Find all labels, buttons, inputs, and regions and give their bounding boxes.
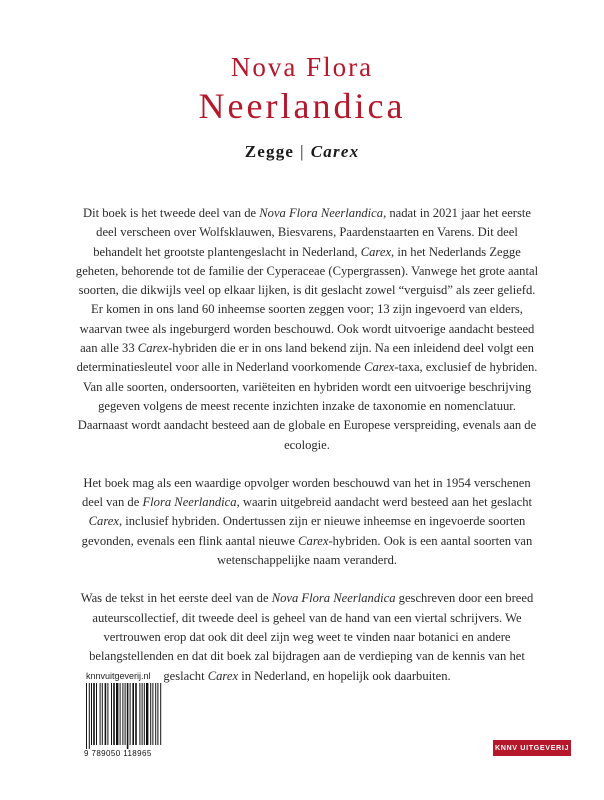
barcode-icon — [84, 683, 164, 749]
barcode-bar — [111, 683, 112, 745]
subtitle-dutch-name: Zegge — [244, 142, 295, 161]
barcode-bar — [89, 683, 90, 749]
italic-term: Nova Flora Neerlandica — [259, 206, 384, 220]
barcode-bar — [91, 683, 92, 745]
text-run: in Nederland, en hopelijk ook daarbuiten. — [238, 668, 451, 683]
barcode-bar — [139, 683, 140, 745]
text-run: geschreven door een breed auteurscollectief, dit tweede deel is geheel van de hand van een viertal schrijvers. We vertrouwen erop dat ook dit deel zijn weg weet te vinden naar botanici en andere belangstellenden en dat dit boek zal bijdragen aan de verdieping van de kennis van het geslacht — [89, 591, 534, 683]
italic-term: Carex — [207, 668, 239, 683]
italic-term: Carex — [137, 341, 169, 356]
text-run: Het boek mag als een waardige opvolger worden beschouwd van het in 1954 verschenen deel van de — [81, 475, 531, 510]
text-run: , inclusief hybriden. Ondertussen zijn er nieuwe inheemse en ingevoerde soorten gevonden, evenals een flink aantal nieuwe — [81, 514, 526, 548]
blurb-paragraph-1 — [72, 204, 542, 455]
barcode-bar — [144, 683, 145, 745]
publisher-logo: KNNV UITGEVERIJ — [493, 740, 571, 756]
text-run: -taxa, exclusief de hybriden. Van alle soorten, ondersoorten, variëteiten en hybriden wordt een uitvoerige beschrijving gegeven volgens de meest recente inzichten inzake de taxonomie en nomenclatuur. Daarnaast wordt aandacht besteed aan de globale en Europese verspreiding, evenals aan de ecologie. — [77, 360, 538, 452]
barcode-bar — [146, 683, 148, 745]
barcode-bar — [113, 683, 115, 745]
italic-term: Carex — [364, 360, 395, 375]
text-run: , waarin uitgebreid aandacht werd besteed aan het geslacht — [236, 495, 533, 510]
barcode-bar — [160, 683, 161, 745]
italic-term: Carex — [298, 533, 329, 548]
barcode-bar — [135, 683, 137, 745]
barcode-bar — [157, 683, 158, 745]
barcode-bar — [96, 683, 97, 745]
publisher-website: knnvuitgeverij.nl — [86, 671, 151, 681]
blurb-paragraph-2 — [72, 474, 542, 570]
book-title-line2: Neerlandica — [198, 86, 406, 126]
barcode-bar — [93, 683, 95, 745]
subtitle-separator: | — [300, 142, 305, 161]
barcode-bar — [130, 683, 131, 745]
barcode-bar — [100, 683, 101, 745]
barcode-bar — [105, 683, 107, 745]
text-run: -hybriden die er in ons land bekend zijn. Na een inleidend deel volgt een determinatiesleutel voor alle in Nederland voorkomende — [76, 341, 534, 375]
italic-term: Flora Neerlandica — [142, 495, 237, 510]
italic-term: Nova Flora Neerlandica — [271, 591, 396, 606]
barcode-bar — [127, 683, 129, 749]
subtitle-latin-name: Carex — [310, 142, 360, 161]
barcode-bar — [132, 683, 134, 745]
barcode-bar — [107, 683, 108, 745]
text-run: , nadat in 2021 jaar het eerste deel verscheen over Wolfsklauwen, Biesvarens, Paardenstaarten en Varens. Dit deel behandelt het grootste plantengeslacht in Nederland, — [93, 206, 531, 259]
book-title-line1: Nova Flora — [230, 52, 374, 82]
italic-term: Carex — [88, 514, 119, 529]
barcode-bar — [86, 683, 87, 749]
barcode-bar — [125, 683, 126, 745]
text-run: , in het Nederlands Zegge geheten, behorende tot de familie der Cyperaceae (Cypergrassen). Vanwege het grote aantal soorten, die dikwijls veel op elkaar lijken, is dit geslacht zowel “verguisd” als zeer geliefd. Er komen in ons land 60 inheemse soorten zeggen voor; 13 zijn ingevoerd van elders, waarvan twee als ingeburgerd worden beschouwd. Ook wordt uitvoerige aandacht besteed aan alle 33 — [75, 244, 539, 356]
text-run: Dit boek is het tweede deel van de — [82, 206, 260, 220]
text-run: -hybriden. Ook is een aantal soorten van wetenschappelijke naam veranderd. — [216, 533, 533, 568]
book-subtitle — [0, 140, 604, 164]
isbn-number: 9 789050 118965 — [84, 749, 152, 758]
isbn-barcode — [84, 683, 164, 765]
barcode-bar — [152, 683, 153, 745]
barcode-bar — [102, 683, 103, 745]
blurb-text — [72, 204, 542, 705]
barcode-bar — [155, 683, 156, 745]
barcode-bar — [142, 683, 143, 745]
barcode-bar — [116, 683, 118, 745]
italic-term: Carex — [360, 244, 392, 259]
barcode-bar — [150, 683, 151, 745]
text-run: Was de tekst in het eerste deel van de — [80, 591, 272, 606]
barcode-bar — [122, 683, 123, 745]
barcode-bar — [120, 683, 121, 745]
